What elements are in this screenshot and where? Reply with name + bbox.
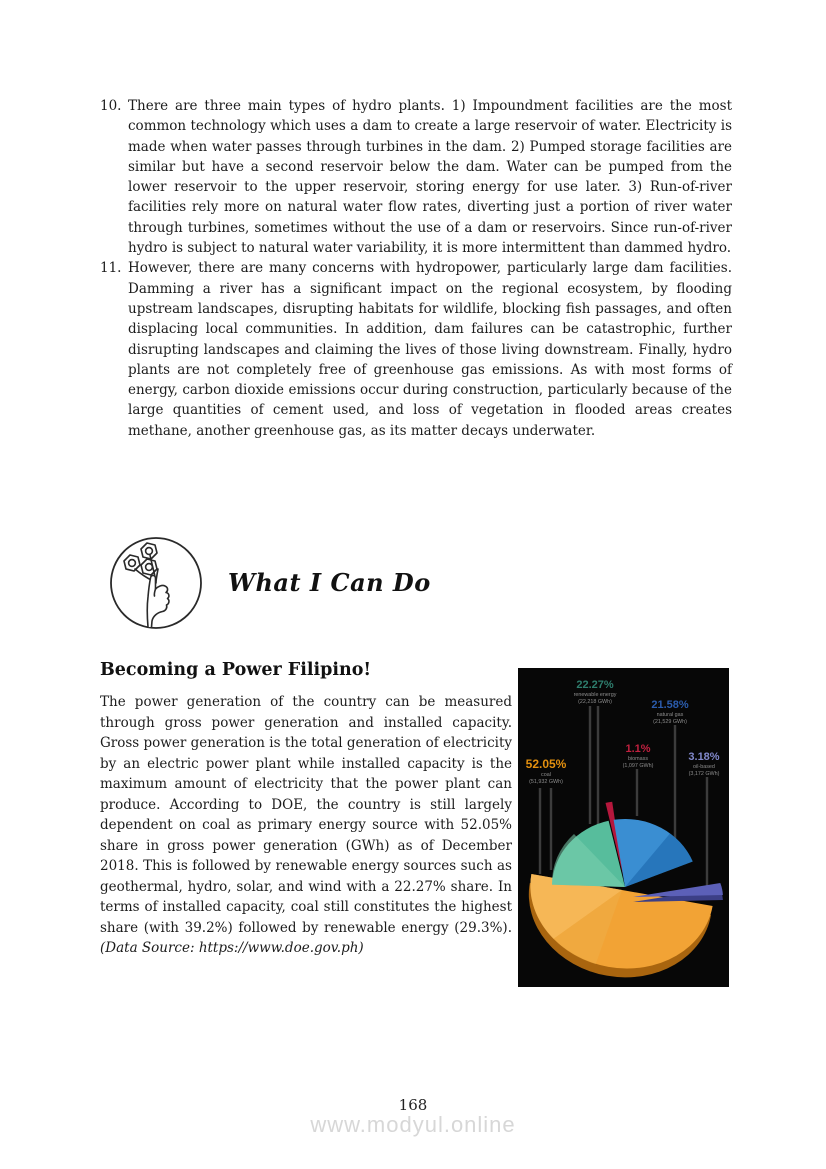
biomass-gwh-label: (1,097 GWh) <box>622 763 654 769</box>
renewable-pct-label: 22.27% <box>576 679 614 691</box>
list-item <box>100 258 732 441</box>
chart-label-natural-gas <box>651 699 689 725</box>
biomass-pct-label: 1.1% <box>625 743 651 755</box>
activity-body <box>100 692 512 959</box>
list-item-number: 11. <box>100 260 122 277</box>
data-source-note: (Data Source: https://www.doe.gov.ph) <box>100 940 364 956</box>
natural-gas-name-label: natural gas <box>656 712 684 718</box>
renewable-name-label: renewable energy <box>573 692 617 698</box>
coal-name-label: coal <box>541 772 551 778</box>
power-generation-pie-chart <box>518 668 729 987</box>
section-title: What I Can Do <box>228 567 431 597</box>
hand-with-gears-icon <box>106 531 206 633</box>
coal-pct-label: 52.05% <box>525 757 567 771</box>
list-item <box>100 96 732 258</box>
list-item-number: 10. <box>100 98 122 114</box>
natural-gas-gwh-label: (21,529 GWh) <box>653 719 687 725</box>
page-number: 168 <box>398 1096 428 1114</box>
list-item-text: There are three main types of hydro plants. 1) Impoundment facilities are the most common technology which uses a dam to create a large reservoir of water. Electricity is made when water passes through turbines in the dam. 2) Pumped storage facilities are similar but have a second reservoir below the dam. Water can be pumped from the lower reservoir to the upper reservoir, storing energy for use later. 3) Run-of-river facilities rely more on natural water flow rates, diverting just a portion of river water through turbines, sometimes without the use of a dam or reservoirs. Since run-of-river hydro is subject to natural water variability, it is more intermittent than dammed hydro. <box>128 98 732 257</box>
activity-heading: Becoming a Power Filipino! <box>100 660 372 680</box>
chart-label-renewable <box>574 679 617 705</box>
oil-pct-label: 3.18% <box>688 751 720 763</box>
list-item-text: However, there are many concerns with hydropower, particularly large dam facilities. Damming a river has a significant impact on the regional ecosystem, by flooding upstream landscapes, disrupting habitats for wildlife, blocking fish passages, and often displacing local communities. In addition, dam failures can be catastrophic, further disrupting landscapes and claiming the lives of those living downstream. Finally, hydro plants are not completely free of greenhouse gas emissions. As with most forms of energy, carbon dioxide emissions occur during construction, particularly because of the large quantities of cement used, and loss of vegetation in flooded areas creates methane, another greenhouse gas, as its matter decays underwater. <box>128 260 732 439</box>
activity-paragraph: The power generation of the country can be measured through gross power generation and installed capacity. Gross power generation is the total generation of electricity by an electric power plant while installed capacity is the maximum amount of electricity that the power plant can produce. According to DOE, the country is still largely dependent on coal as primary energy source with 52.05% share in gross power generation (GWh) as of December 2018. This is followed by renewable energy sources such as geothermal, hydro, solar, and wind with a 22.27% share. In terms of installed capacity, coal still constitutes the highest share (with 39.2%) followed by renewable energy (29.3%). <box>100 694 512 936</box>
renewable-gwh-label: (22,218 GWh) <box>578 699 612 705</box>
oil-name-label: oil-based <box>693 764 715 770</box>
biomass-name-label: biomass <box>627 756 649 762</box>
section-header <box>106 531 431 633</box>
watermark: www.modyul.online <box>310 1112 516 1137</box>
coal-gwh-label: (51,932 GWh) <box>529 779 563 785</box>
numbered-list <box>100 96 732 441</box>
natural-gas-pct-label: 21.58% <box>651 699 689 711</box>
oil-gwh-label: (3,172 GWh) <box>688 771 720 777</box>
